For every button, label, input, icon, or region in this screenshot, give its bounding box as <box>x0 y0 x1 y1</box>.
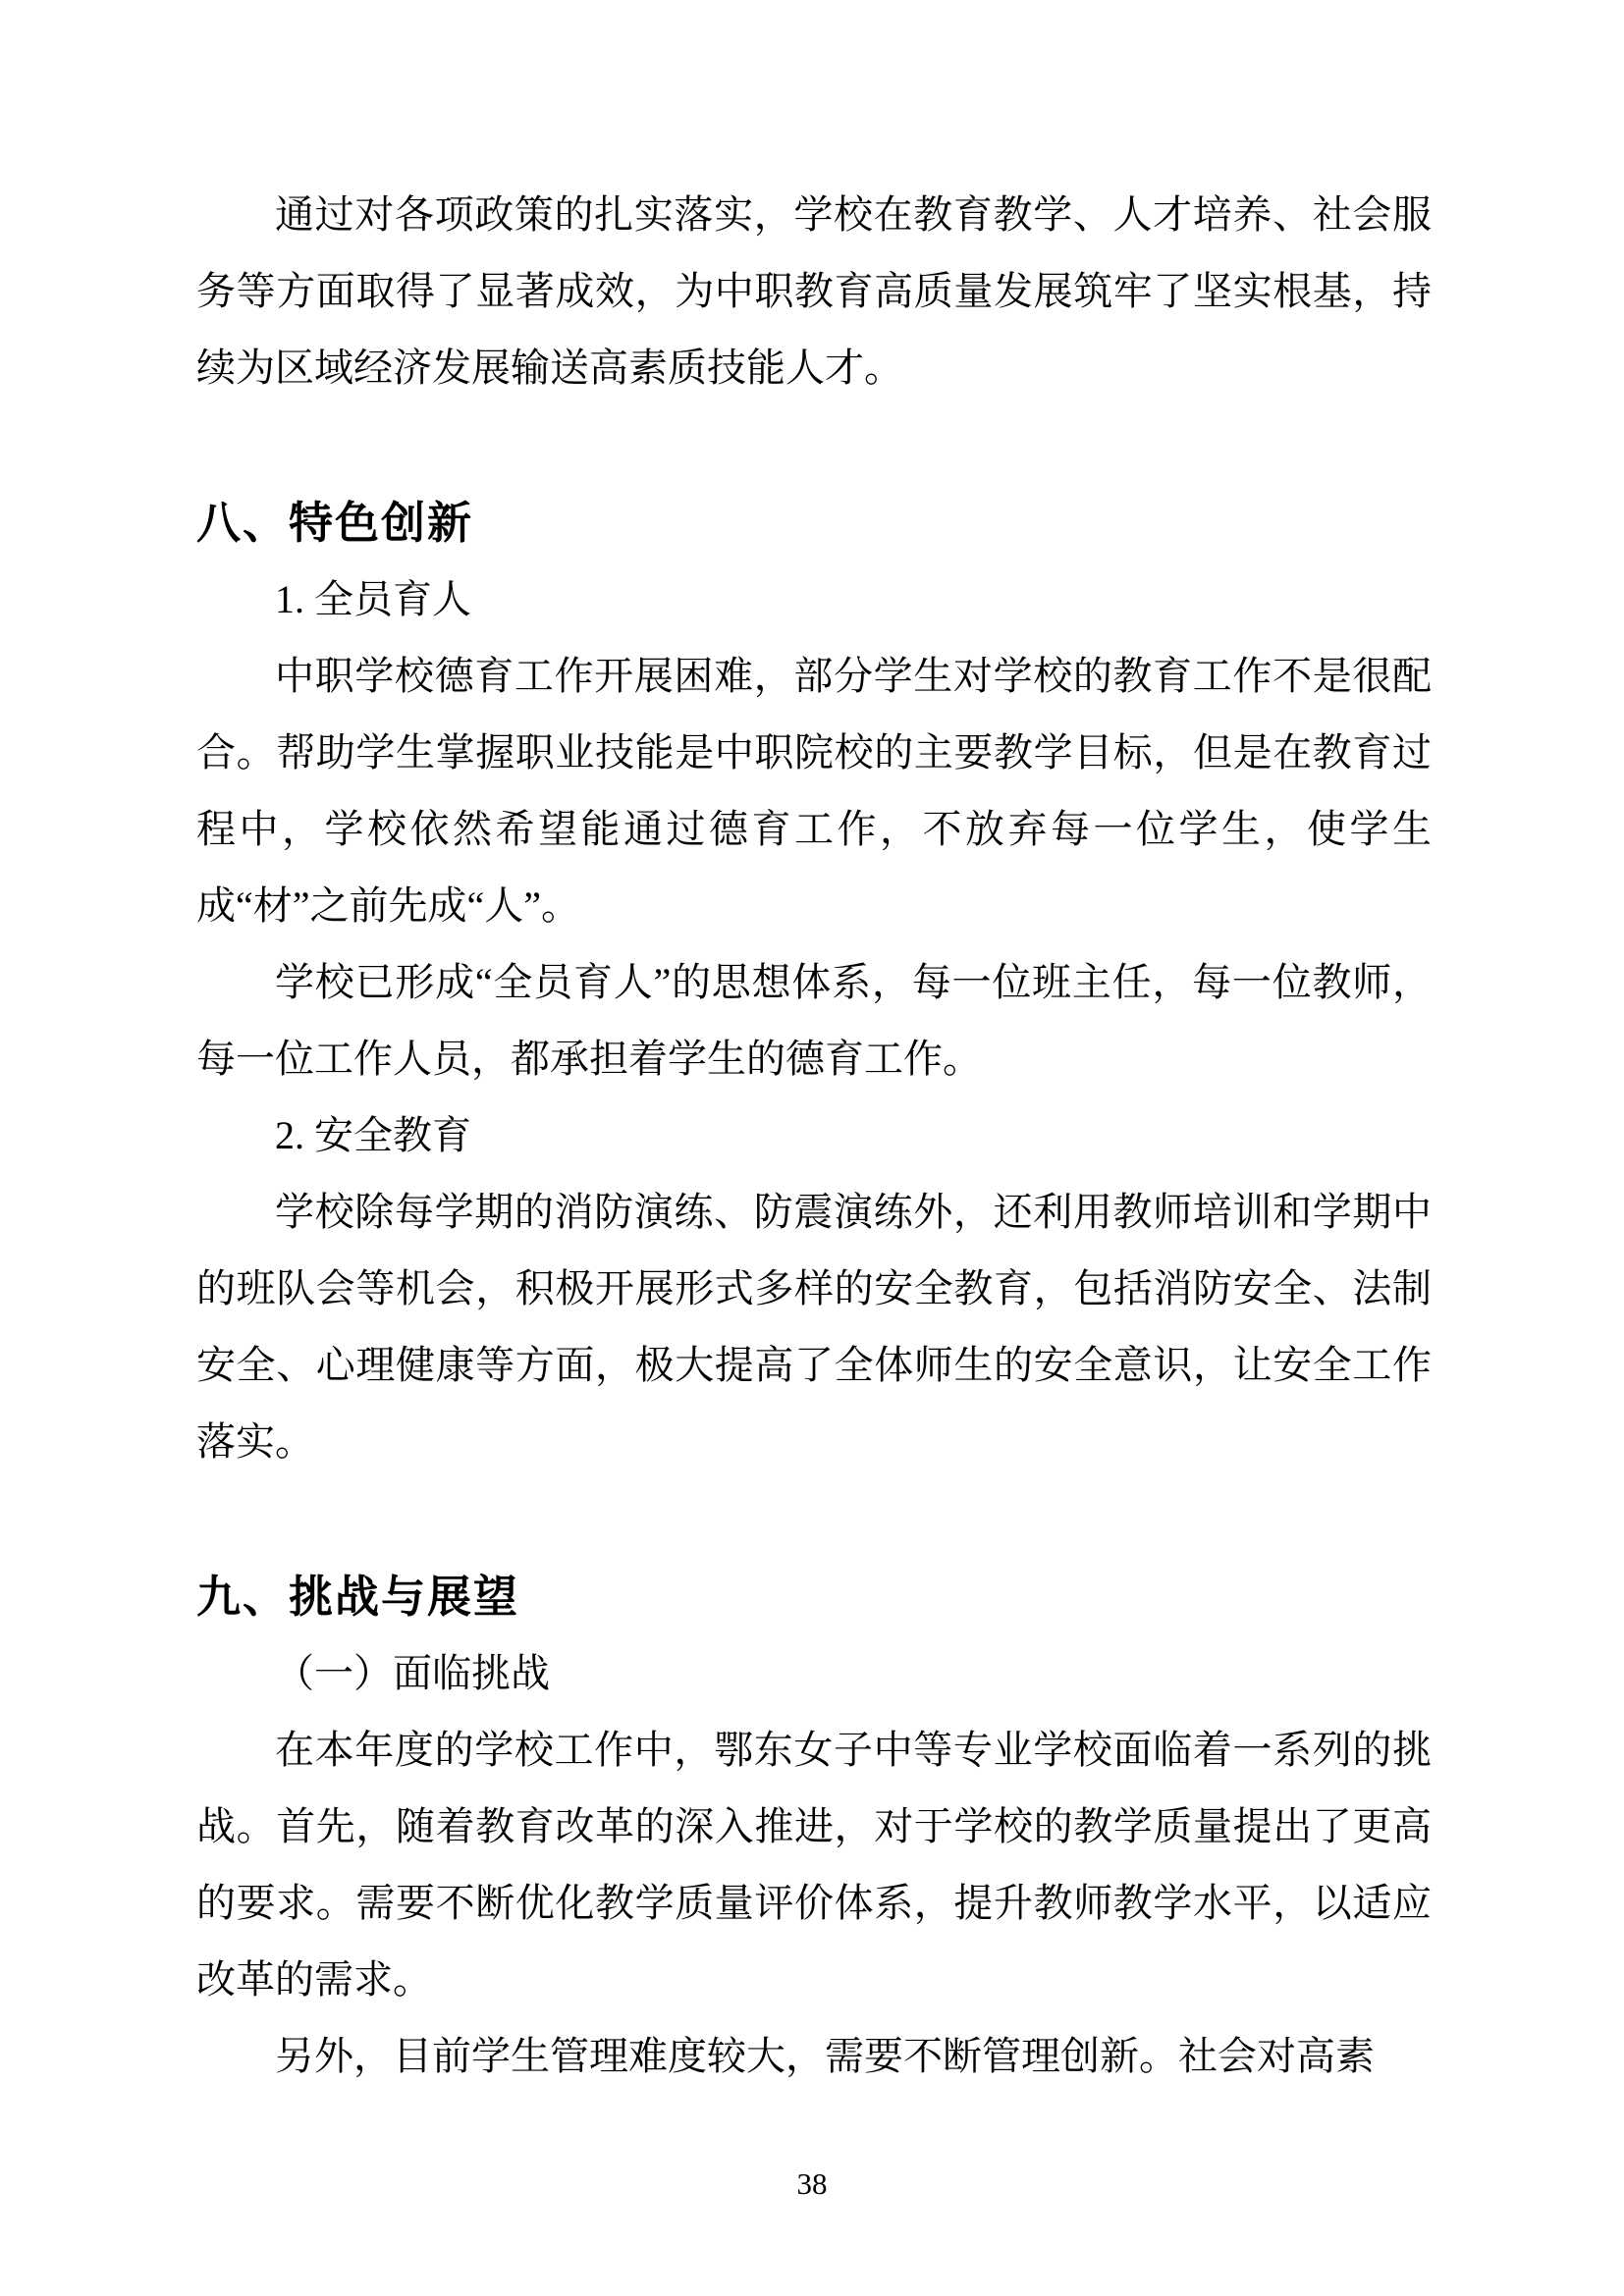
paragraph-policy-results: 通过对各项政策的扎实落实，学校在教育教学、人才培养、社会服务等方面取得了显著成效，为中职教育高质量发展筑牢了坚实根基，持续为区域经济发展输送高素质技能人才。 <box>196 192 1432 390</box>
page-number: 38 <box>796 2166 828 2201</box>
paragraph-challenges-teaching-quality: 在本年度的学校工作中，鄂东女子中等专业学校面临着一系列的挑战。首先，随着教育改革的深入推进，对于学校的教学质量提出了更高的要求。需要不断优化教学质量评价体系，提升教师教学水平，以适应改革的需求。 <box>196 1728 1432 2002</box>
section-heading-9-challenges-outlook: 九、挑战与展望 <box>196 1572 520 1622</box>
subheading-1-whole-staff-education: 1. 全员育人 <box>275 577 471 621</box>
paragraph-safety-education-detail: 学校除每学期的消防演练、防震演练外，还利用教师培训和学期中的班队会等机会，积极开展形式多样的安全教育，包括消防安全、法制安全、心理健康等方面，极大提高了全体师生的安全意识，让安全工作落实。 <box>196 1190 1432 1464</box>
section-heading-8-innovation: 八、特色创新 <box>196 498 474 548</box>
paragraph-whole-staff-system: 学校已形成“全员育人”的思想体系，每一位班主任，每一位教师，每一位工作人员，都承担着学生的德育工作。 <box>196 960 1432 1081</box>
subheading-2-safety-education: 2. 安全教育 <box>275 1113 471 1157</box>
subheading-facing-challenges: （一）面临挑战 <box>275 1651 550 1695</box>
paragraph-moral-education-difficulty: 中职学校德育工作开展困难，部分学生对学校的教育工作不是很配合。帮助学生掌握职业技能是中职院校的主要教学目标，但是在教育过程中，学校依然希望能通过德育工作，不放弃每一位学生，使学生成“材”之前先成“人”。 <box>196 654 1432 928</box>
paragraph-student-management: 另外，目前学生管理难度较大，需要不断管理创新。社会对高素 <box>275 2034 1375 2078</box>
document-content <box>196 177 1432 2095</box>
